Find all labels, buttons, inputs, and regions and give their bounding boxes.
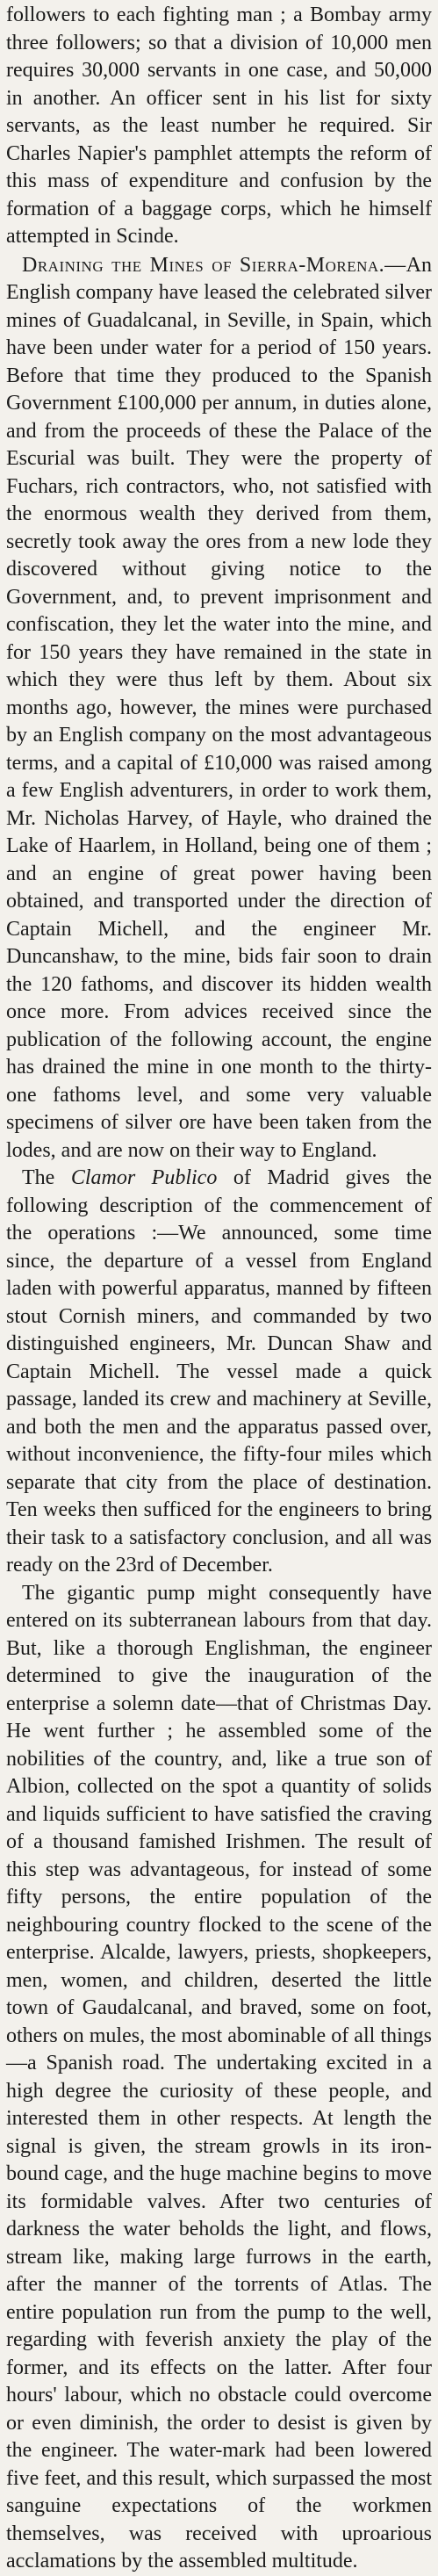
paragraph-mines (6, 252, 432, 1165)
paragraph-mines-text: An English company have leased the celebrated silver mines of Guadalcanal, in Seville, in Spain, which have been under water for a period of 150 years. Before that time they produced to the Spanish Government £100,000 per annum, in duties alone, and from the proceeds of these the Palace of the Escurial was built. They were the property of Fuchars, rich contractors, who, not satisfied with the enormous wealth they derived from them, secretly took away the ores from a new lode they discovered without giving notice to the Government, and, to prevent imprisonment and confiscation, they let the water into the mine, and for 150 years they have remained in the state in which they were thus left by them. About six months ago, however, the mines were purchased by an English company on the most advantageous terms, and a capital of £10,000 was raised among a few English adventurers, in order to work them, Mr. Nicholas Harvey, of Hayle, who drained the Lake of Haarlem, in Holland, being one of them ; and an engine of great power having been obtained, and transported under the direction of Captain Michell, and the engineer Mr. Duncanshaw, to the mine, bids fair soon to drain the 120 fathoms, and discover its hidden wealth once more. From advices received since the publication of the following account, the engine has drained the mine in one month to the thirty-one fathoms level, and some very valuable specimens of silver ore have been taken from the lodes, and are now on their way to England. (6, 253, 432, 1162)
newspaper-name: Clamor Publico (70, 1166, 218, 1189)
paragraph-followers: followers to each fighting man ; a Bombay army three followers; so that a division of 10,000 men requires 30,000 servants in one case, and 50,000 in another. An officer sent in his list for sixty servants, as the least number he required. Sir Charles Napier's pamphlet attempts the reform of this mass of expenditure and confusion by the formation of a baggage corps, which he himself attempted in Scinde. (6, 4, 432, 248)
paragraph-pump: The gigantic pump might consequently have entered on its subterranean labours from that day. But, like a thorough Englishman, the engineer determined to give the inauguration of the enterprise a solemn date—that of Christmas Day. He went further ; he assembled some of the nobilities of the country, and, like a true son of Albion, collected on the spot a quantity of solids and liquids sufficient to have satisfied the craving of a thousand famished Irishmen. The result of this step was advantageous, for instead of some fifty persons, the entire population of the neighbouring country flocked to the scene of the enterprise. Alcalde, lawyers, priests, shopkeepers, men, women, and children, deserted the little town of Gaudalcanal, and braved, some on foot, others on mules, the most abominable of all things—a Spanish road. The undertaking excited in a high degree the curiosity of these people, and interested them in other respects. At length the signal is given, the stream growls in its iron-bound cage, and the huge machine begins to move its formidable valves. After two centuries of darkness the water beholds the light, and flows, stream like, making large furrows in the earth, after the manner of the torrents of Atlas. The entire population run from the pump to the well, regarding with feverish anxiety the play of the former, and its effects on the latter. After four hours' labour, which no obstacle could overcome or even diminish, the order to desist is given by the engineer. The water-mark had been lowered five feet, and this result, which surpassed the most sanguine expectations of the workmen themselves, was received with uproarious acclamations by the assembled multitude. (6, 1581, 432, 2572)
paragraph-clamor-text: of Madrid gives the following description of the commencement of the operations :—We announced, some time since, the departure of a vessel from England laden with powerful apparatus, manned by fifteen stout Cornish miners, and commanded by two distinguished engineers, Mr. Duncan Shaw and Captain Michell. The vessel made a quick passage, landed its crew and machinery at Seville, and both the men and the apparatus passed over, without inconvenience, the fifty-four miles which separate that city from the place of destination. Ten weeks then sufficed for the engineers to bring their task to a satisfactory conclusion, and all was ready on the 23rd of December. (6, 1166, 433, 1577)
section-heading: Draining the Mines of Sierra-Morena.— (22, 253, 406, 277)
newspaper-prefix: The (22, 1166, 71, 1189)
paragraph-clamor (6, 1165, 432, 1580)
